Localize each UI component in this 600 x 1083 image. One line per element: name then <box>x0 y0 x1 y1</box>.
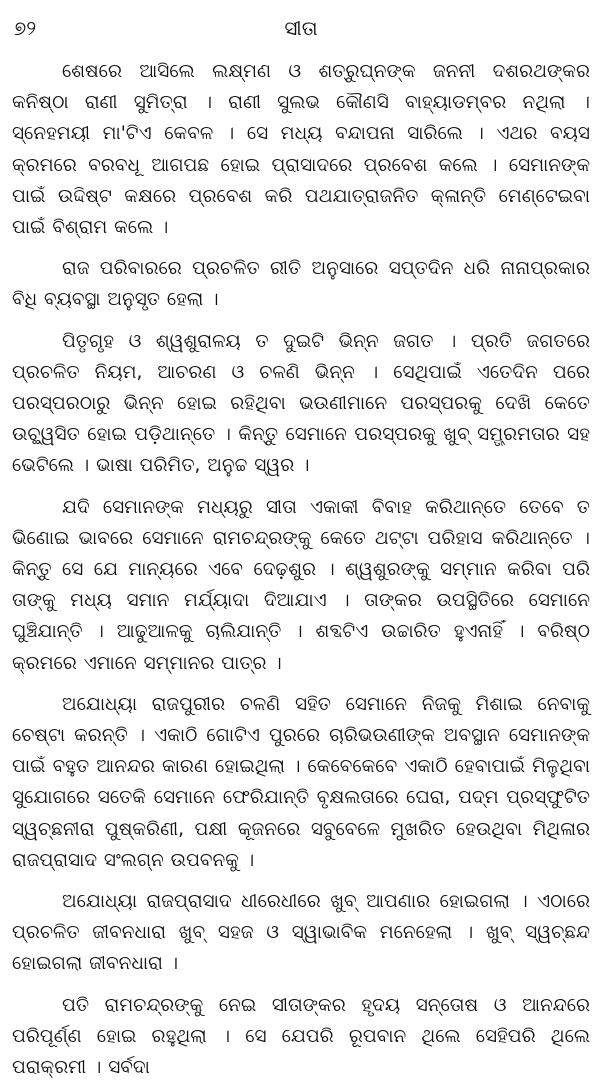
paragraph: ରାଜ ପରିବାରରେ ପ୍ରଚଳିତ ରୀତି ଅନୁସାରେ ସପ୍ତଦିନ ଧରି ନାନାପ୍ରକାର ବିଧି ବ୍ୟବସ୍ଥା ଅନୁସୃତ ହେଲା । <box>12 258 590 311</box>
paragraph: ଅଯୋଧ୍ୟା ରାଜପ୍ରାସାଦ ଧୀରେଧୀରେ ଖୁବ୍ ଆପଣାର ହୋଇଗଲା । ଏଠାରେ ପ୍ରଚଳିତ ଜୀବନଧାରା ଖୁବ୍ ସହଜ ଓ ସ୍ୱାଭାବିକ ମନେହେଲା । ଖୁବ୍ ସ୍ୱଚ୍ଛନ୍ଦ ହୋଇଗଲା ଜୀବନଧାରା । <box>12 891 590 975</box>
page-number: ୭୨ <box>14 16 37 40</box>
paragraph: ପତି ରାମଚନ୍ଦ୍ରଙ୍କୁ ନେଇ ସୀତାଙ୍କର ହୃଦୟ ସନ୍ତୋଷ ଓ ଆନନ୍ଦରେ ପରିପୂର୍ଣ୍ଣ ହୋଇ ରହୁଥିଲା । ସେ ଯେପରି ରୂପବାନ ଥିଲେ ସେହିପରି ଥିଲେ ପରାକ୍ରମୀ । ସର୍ବଦା <box>12 994 590 1079</box>
body-text <box>12 56 590 1083</box>
page-header <box>12 0 590 42</box>
running-title: ସୀତା <box>284 16 318 40</box>
paragraph: ଶେଷରେ ଆସିଲେ ଲକ୍ଷ୍ମଣ ଓ ଶତ୍ରୁଘ୍ନଙ୍କ ଜନନୀ ଦଶରଥଙ୍କର କନିଷ୍ଠା ରାଣୀ ସୁମିତ୍ରା । ରାଣୀ ସୁଲଭ କୌଣସି ବାହ୍ୟାଡମ୍ବର ନଥିଲା । ସ୍ନେହମୟୀ ମା'ଟିଏ କେବଳ । ସେ ମଧ୍ୟ ବନ୍ଦାପନା ସାରିଲେ । ଏଥର ବୟସ କ୍ରମରେ ବରବଧୂ ଆଗପଛ ହୋଇ ପ୍ରାସାଦରେ ପ୍ରବେଶ କଲେ । ସେମାନଙ୍କ ପାଇଁ ଉଦ୍ଦିଷ୍ଟ କକ୍ଷରେ ପ୍ରବେଶ କରି ପଥଯାତ୍ରାଜନିତ କ୍ଳାନ୍ତି ମେଣ୍ଟେଇବା ପାଇଁ ବିଶ୍ରାମ କଲେ । <box>12 61 590 239</box>
paragraph: ପିତୃଗୃହ ଓ ଶ୍ୱଶୁରାଳୟ ତ ଦୁଇଟି ଭିନ୍ନ ଜଗତ । ପ୍ରତି ଜଗତରେ ପ୍ରଚଳିତ ନିୟମ, ଆଚରଣ ଓ ଚଳଣି ଭିନ୍ନ । ସେଥିପାଇଁ ଏତେଦିନ ପରେ ପରସ୍ପରଠାରୁ ଭିନ୍ନ ହୋଇ ରହିଥିବା ଭଉଣୀମାନେ ପରସ୍ପରକୁ ଦେଖି କେତେ ଉଚ୍ଛ୍ୱସିତ ହୋଇ ପଡ଼ିଥାନ୍ତେ । କିନ୍ତୁ ସେମାନେ ପରସ୍ପରକୁ ଖୁବ୍ ସମ୍ଭ୍ରମତାର ସହ ଭେଟିଲେ । ଭାଷା ପରିମିତ, ଅନୁଚ୍ଚ ସ୍ୱର । <box>12 330 590 477</box>
paragraph: ଅଯୋଧ୍ୟା ରାଜପୁରୀର ଚଳଣି ସହିତ ସେମାନେ ନିଜକୁ ମିଶାଇ ନେବାକୁ ଚେଷ୍ଟା କରନ୍ତି । ଏକାଠି ଗୋଟିଏ ପୁରରେ ଚାରିଭଉଣୀଙ୍କ ଅବସ୍ଥାନ ସେମାନଙ୍କ ପାଇଁ ବହୁତ ଆନନ୍ଦର କାରଣ ହୋଇଥିଲା । କେବେକେବେ ଏକାଠି ହେବାପାଇଁ ମିଳୁଥିବା ସୁଯୋଗରେ ସତେକି ସେମାନେ ଫେରିଯାନ୍ତି ବୃକ୍ଷଲତାରେ ଘେରା, ପଦ୍ମ ପ୍ରସ୍ଫୁଟିତ ସ୍ୱଚ୍ଛନୀରା ପୁଷ୍କରିଣୀ, ପକ୍ଷୀ କୂଜନରେ ସବୁବେଳେ ମୁଖରିତ ହେଉଥିବା ମିଥିଳାର ରାଜପ୍ରାସାଦ ସଂଲଗ୍ନ ଉପବନକୁ । <box>12 693 590 871</box>
paragraph: ଯଦି ସେମାନଙ୍କ ମଧ୍ୟରୁ ସୀତା ଏକାକୀ ବିବାହ କରିଥାନ୍ତେ ତେବେ ତ ଭିଣୋଇ ଭାବରେ ସେମାନେ ରାମଚନ୍ଦ୍ରଙ୍କୁ କେତେ ଥଟ୍ଟା ପରିହାସ କରିଥାନ୍ତେ । କିନ୍ତୁ ସେ ଯେ ମାନ୍ୟରେ ଏବେ ଦେଢ଼ଶୁର । ଶ୍ୱଶୁରଙ୍କୁ ସମ୍ମାନ କରିବା ପରି ତାଙ୍କୁ ମଧ୍ୟ ସମାନ ମର୍ଯ୍ୟାଦା ଦିଆଯାଏ । ତାଙ୍କର ଉପସ୍ଥିତିରେ ସେମାନେ ଘୁଞ୍ଚିଯାନ୍ତି । ଆଢୁଆଳକୁ ଚାଲିଯାନ୍ତି । ଶବ୍ଦଟିଏ ଉଚ୍ଚାରିତ ହୁଏନାହିଁ । ବରିଷ୍ଠ କ୍ରମରେ ଏମାନେ ସମ୍ମାନର ପାତ୍ର । <box>12 496 590 674</box>
